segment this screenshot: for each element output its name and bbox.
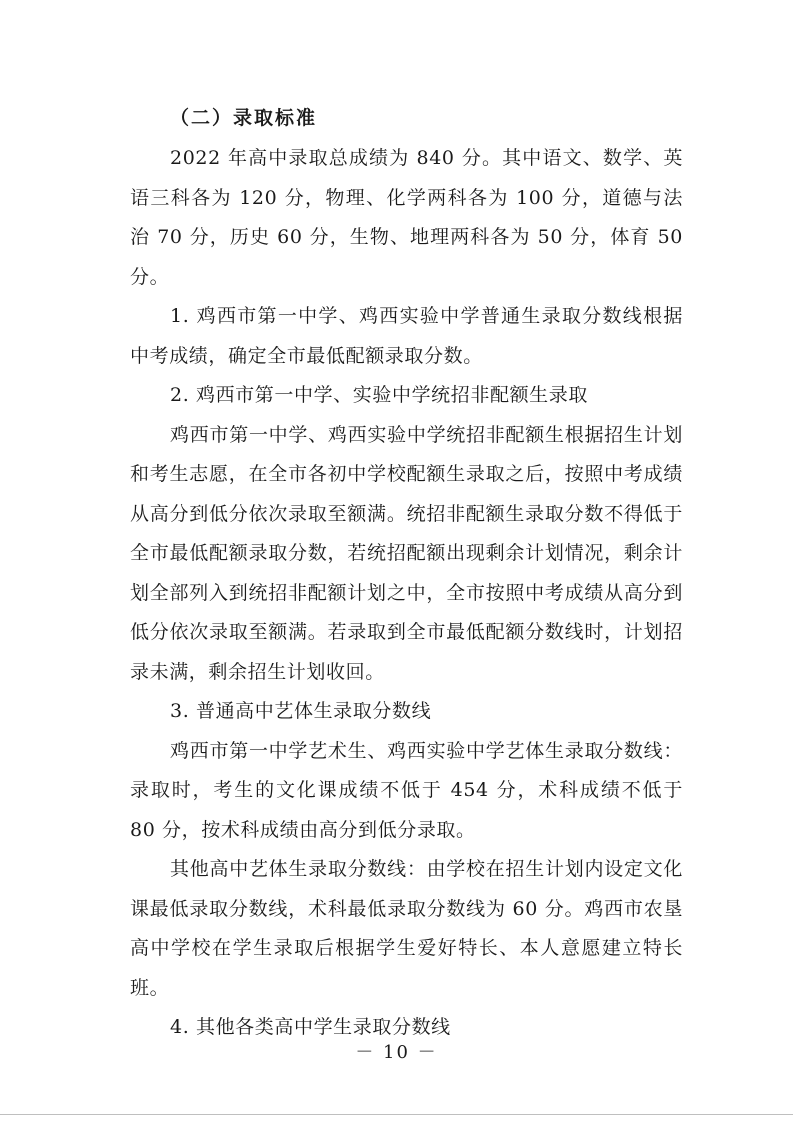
bottom-divider: [0, 1114, 793, 1115]
paragraph-item-2-body: 鸡西市第一中学、鸡西实验中学统招非配额生根据招生计划和考生志愿，在全市各初中学校配额生录取之后，按照中考成绩从高分到低分依次录取至额满。统招非配额生录取分数不得低于全市最低配额录取分数，若统招配额出现剩余计划情况，剩余计划全部列入到统招非配额计划之中，全市按照中考成绩从高分到低分依次录取至额满。若录取到全市最低配额分数线时，计划招录未满，剩余招生计划收回。: [130, 423, 683, 683]
paragraph-item-2-title: 2. 鸡西市第一中学、实验中学统招非配额生录取: [170, 384, 588, 406]
document-body: [130, 98, 683, 1048]
section-heading: （二）录取标准: [170, 107, 318, 129]
paragraph-item-3-other: 其他高中艺体生录取分数线：由学校在招生计划内设定文化课最低录取分数线，术科最低录取分数线为 60 分。鸡西市农垦高中学校在学生录取后根据学生爱好特长、本人意愿建立特长班。: [130, 858, 683, 999]
paragraph-item-3-title: 3. 普通高中艺体生录取分数线: [170, 700, 432, 722]
page-number: － 10 －: [355, 1042, 438, 1063]
paragraph-item-3-body: 鸡西市第一中学艺术生、鸡西实验中学艺体生录取分数线：录取时，考生的文化课成绩不低于 454 分，术科成绩不低于 80 分，按术科成绩由高分到低分录取。: [130, 739, 683, 841]
paragraph-score-composition: 2022 年高中录取总成绩为 840 分。其中语文、数学、英语三科各为 120 分，物理、化学两科各为 100 分，道德与法治 70 分，历史 60 分，生物、地理两科各为 50 分，体育 50 分。: [130, 147, 683, 288]
paragraph-item-1: 1. 鸡西市第一中学、鸡西实验中学普通生录取分数线根据中考成绩，确定全市最低配额录取分数。: [130, 305, 683, 367]
paragraph-item-4-title: 4. 其他各类高中学生录取分数线: [170, 1016, 451, 1038]
